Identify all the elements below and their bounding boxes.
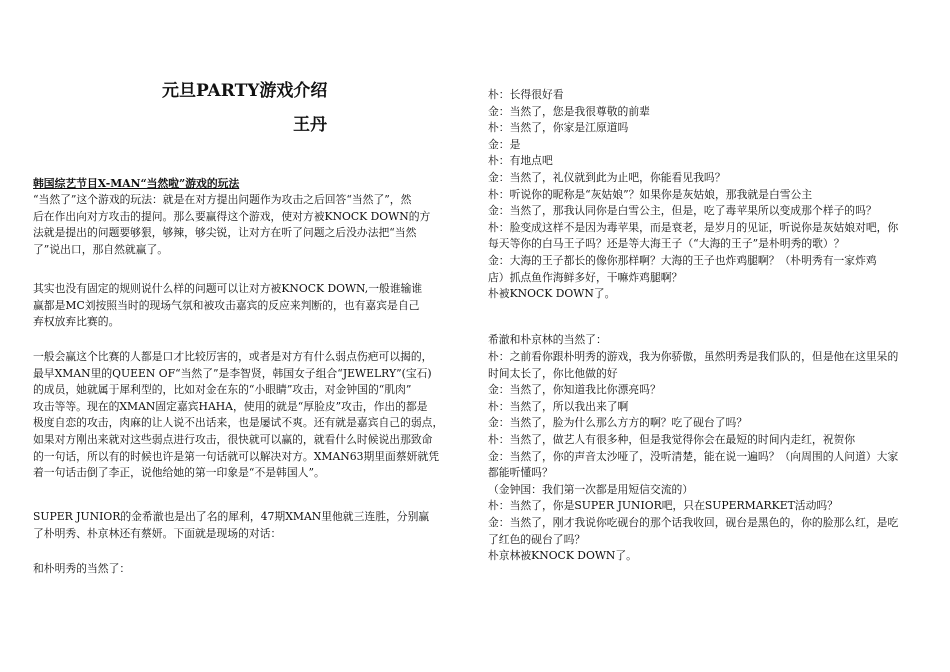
text-line: 弃权放弃比赛的。 bbox=[33, 315, 120, 329]
dialogue-line: 朴：长得很好看 bbox=[488, 88, 564, 101]
dialogue-line: 店）抓点鱼作海鲜多好，干嘛炸鸡腿啊？ bbox=[488, 270, 683, 284]
dialogue-line: 朴：当然了，你是SUPER JUNIOR吧，只在SUPERMARKET活动吗？ bbox=[488, 499, 838, 513]
dialogue-line: 朴：当然了，你家是江原道吗 bbox=[488, 121, 629, 135]
text-line: “当然了”这个游戏的玩法：就是在对方提出问题作为攻击之后回答“当然了”，然 bbox=[33, 193, 412, 206]
paragraph-super-junior bbox=[33, 509, 463, 542]
text-line: 的一句话，所以有的时候也许是第一句话就可以解决对方。XMAN63期里面蔡妍就凭 bbox=[33, 449, 440, 463]
paragraph-judging bbox=[33, 281, 463, 331]
dialogue-line: 每天等你的白马王子吗？还是等大海王子（“大海的王子”是朴明秀的歌）？ bbox=[488, 237, 845, 251]
dialogue-line: 朴：有地点吧 bbox=[488, 154, 553, 168]
dialogue-line: 朴京林被KNOCK DOWN了。 bbox=[488, 549, 637, 563]
paragraph-winners bbox=[33, 349, 463, 482]
dialogue-line: 金：当然了，您是我很尊敬的前辈 bbox=[488, 104, 650, 118]
dialogue-intro-park-kyunglim: 希澈和朴京林的当然了： bbox=[488, 333, 607, 346]
text-line: 的成员，她就属于犀利型的，比如对金在东的“小眼睛”攻击，对金钟国的“肌肉” bbox=[33, 383, 412, 397]
dialogue-line: 朴被KNOCK DOWN了。 bbox=[488, 287, 616, 301]
dialogue-line: 朴：听说你的昵称是“灰姑娘”？如果你是灰姑娘，那我就是白雪公主 bbox=[488, 187, 813, 201]
dialogue-line: 金：当然了，礼仪就到此为止吧，你能看见我吗？ bbox=[488, 170, 726, 184]
dialogue-line: 了红色的砚台了吗？ bbox=[488, 532, 586, 546]
dialogue-line: 金：当然了，那我认同你是白雪公主，但是，吃了毒苹果所以变成那个样子的吗？ bbox=[488, 204, 877, 218]
text-line: 攻击等等。现在的XMAN固定嘉宾HAHA，使用的就是“厚脸皮”攻击，作出的都是 bbox=[33, 399, 428, 413]
dialogue-line: 金：当然了，刚才我说你吃砚台的那个话我收回，砚台是黑色的，你的脸那么红，是吃 bbox=[488, 515, 899, 529]
dialogue-line: 金：当然了，你知道我比你漂亮吗？ bbox=[488, 383, 661, 397]
paragraph-dialogue-intro bbox=[33, 561, 463, 578]
dialogue-line: 时间太长了，你比他做的好 bbox=[488, 366, 618, 380]
dialogue-park-myungsoo bbox=[488, 87, 920, 303]
dialogue-line: 金：是 bbox=[488, 137, 521, 151]
dialogue-line: 金：当然了，你的声音太沙哑了，没听清楚，能在说一遍吗？（向周围的人问道）大家 bbox=[488, 449, 899, 463]
text-line: 后在作出向对方攻击的提问。那么要赢得这个游戏，使对方被KNOCK DOWN的方 bbox=[33, 209, 431, 223]
dialogue-park-kyunglim bbox=[488, 349, 920, 565]
text-line: SUPER JUNIOR的金希澈也是出了名的犀利，47期XMAN里他就三连胜，分别赢 bbox=[33, 510, 430, 523]
dialogue-line: （金钟国：我们第一次都是用短信交流的） bbox=[488, 482, 694, 496]
text-line: 了”说出口，那自然就赢了。 bbox=[33, 242, 169, 256]
dialogue-line: 朴：当然了，所以我出来了啊 bbox=[488, 399, 629, 413]
text-line: 和朴明秀的当然了： bbox=[33, 562, 131, 575]
text-line: 着一句话击倒了李正，说他给她的第一印象是“不是韩国人”。 bbox=[33, 466, 325, 480]
section-heading: 韩国综艺节目X-MAN“当然啦”游戏的玩法 bbox=[33, 177, 240, 190]
text-line: 最早XMAN里的QUEEN OF“当然了”是李智贤，韩国女子组合“JEWELRY”(宝石) bbox=[33, 366, 432, 380]
document-title: 元旦PARTY游戏介绍 bbox=[162, 81, 328, 101]
dialogue-line: 朴：脸变成这样不是因为毒苹果，而是衰老，是岁月的见证，听说你是灰姑娘对吧，你 bbox=[488, 220, 899, 234]
text-line: 极度自恋的攻击，肉麻的让人说不出话来，也是屡试不爽。还有就是嘉宾自己的弱点， bbox=[33, 416, 444, 430]
text-line: 法就是提出的问题要够狠，够辣，够尖锐，让对方在听了问题之后没办法把“当然 bbox=[33, 226, 417, 240]
text-line: 如果对方刚出来就对这些弱点进行攻击，很快就可以赢的，就看什么时候说出那致命 bbox=[33, 432, 433, 446]
dialogue-line: 朴：当然了，做艺人有很多种，但是我觉得你会在最短的时间内走红，祝贺你 bbox=[488, 432, 856, 446]
dialogue-line: 金：大海的王子都长的像你那样啊？大海的王子也炸鸡腿啊？（朴明秀有一家炸鸡 bbox=[488, 253, 877, 267]
paragraph-rules bbox=[33, 192, 463, 258]
author-name: 王丹 bbox=[293, 115, 327, 135]
dialogue-line: 金：当然了，脸为什么那么方方的啊？吃了砚台了吗？ bbox=[488, 416, 748, 430]
text-line: 一般会赢这个比赛的人都是口才比较厉害的，或者是对方有什么弱点伤疤可以揭的， bbox=[33, 350, 433, 363]
text-line: 赢都是MC刘按照当时的现场气氛和被攻击嘉宾的反应来判断的，也有嘉宾是自己 bbox=[33, 298, 420, 312]
dialogue-line: 朴：之前看你跟朴明秀的游戏，我为你骄傲，虽然明秀是我们队的，但是他在这里呆的 bbox=[488, 350, 899, 363]
text-line: 其实也没有固定的规则说什么样的问题可以让对方被KNOCK DOWN,一般谁输谁 bbox=[33, 282, 423, 295]
text-line: 了朴明秀、朴京林还有蔡妍。下面就是现场的对话： bbox=[33, 526, 282, 540]
dialogue-line: 都能听懂吗？ bbox=[488, 466, 553, 480]
